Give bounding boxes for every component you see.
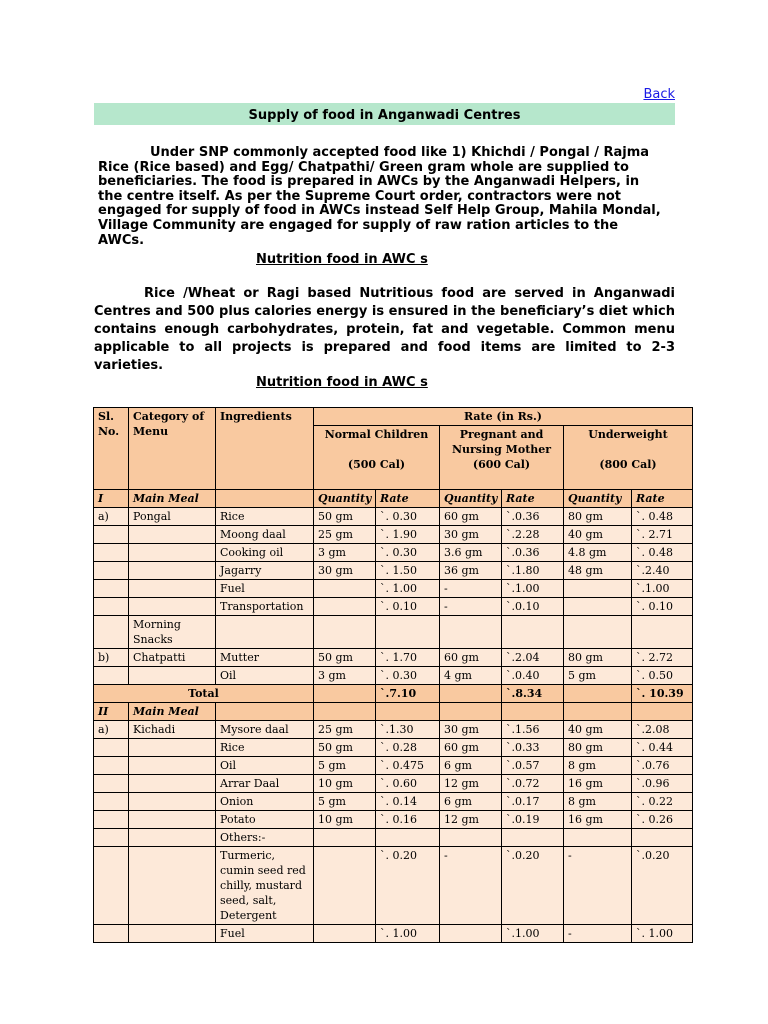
row-sl [94,544,129,562]
row-rate-pregnant: `.0.10 [502,598,564,616]
row-rate-underweight [632,829,693,847]
row-rate-underweight: `.0.20 [632,847,693,925]
row-rate-underweight: `. 0.26 [632,811,693,829]
total-label: Total [94,685,314,703]
row-sl: a) [94,508,129,526]
section-row [94,490,693,508]
table-row [94,757,693,775]
row-category [129,544,216,562]
table-row [94,925,693,943]
row-sl: a) [94,721,129,739]
row-qty-normal: 5 gm [314,793,376,811]
row-ingredient: Potato [216,811,314,829]
row-qty-pregnant: - [440,580,502,598]
row-qty-pregnant: 36 gm [440,562,502,580]
section-label: Main Meal [129,490,216,508]
page-title: Supply of food in Anganwadi Centres [94,103,675,125]
row-sl [94,793,129,811]
row-qty-pregnant: 12 gm [440,811,502,829]
row-rate-normal: `. 0.30 [376,667,440,685]
row-qty-pregnant: 6 gm [440,757,502,775]
row-qty-pregnant [440,829,502,847]
row-qty-pregnant: - [440,847,502,925]
row-category [129,580,216,598]
row-qty-normal [314,847,376,925]
row-ingredient: Jagarry [216,562,314,580]
row-category: Kichadi [129,721,216,739]
row-category [129,775,216,793]
row-rate-pregnant: `.0.36 [502,544,564,562]
row-qty-normal: 10 gm [314,775,376,793]
row-qty-pregnant: - [440,598,502,616]
row-ingredient: Fuel [216,580,314,598]
intro-paragraph [98,146,666,248]
quantity-label: Quantity [314,490,376,508]
row-category [129,667,216,685]
rows-block-1 [94,508,693,685]
row-sl [94,757,129,775]
row-rate-underweight: `. 0.10 [632,598,693,616]
row-qty-underweight [564,616,632,649]
row-qty-normal [314,925,376,943]
row-rate-normal: `. 0.28 [376,739,440,757]
row-qty-underweight: 40 gm [564,721,632,739]
row-rate-pregnant: `.0.40 [502,667,564,685]
row-qty-underweight: 4.8 gm [564,544,632,562]
row-qty-normal: 50 gm [314,649,376,667]
row-qty-underweight: 40 gm [564,526,632,544]
table-header-row [94,408,693,426]
row-sl [94,847,129,925]
rate-label: Rate [632,490,693,508]
row-rate-pregnant: `.0.19 [502,811,564,829]
row-sl [94,829,129,847]
row-category: Pongal [129,508,216,526]
header-category: Category of Menu [129,408,216,490]
row-qty-normal: 5 gm [314,757,376,775]
row-rate-pregnant [502,829,564,847]
row-qty-normal: 25 gm [314,526,376,544]
row-rate-pregnant: `.0.36 [502,508,564,526]
row-ingredient: Others:- [216,829,314,847]
row-qty-normal: 25 gm [314,721,376,739]
row-rate-normal: `. 1.90 [376,526,440,544]
row-qty-underweight: 8 gm [564,757,632,775]
table-row [94,562,693,580]
row-ingredient: Oil [216,667,314,685]
quantity-label: Quantity [564,490,632,508]
group-name: Underweight [588,428,668,441]
row-qty-pregnant: 3.6 gm [440,544,502,562]
row-rate-underweight: `. 1.00 [632,925,693,943]
row-rate-underweight: `.0.96 [632,775,693,793]
table-row [94,544,693,562]
table-row [94,508,693,526]
table-row [94,775,693,793]
group-cal: (800 Cal) [599,458,657,471]
table-row [94,649,693,667]
row-rate-pregnant: `.2.28 [502,526,564,544]
row-category [129,757,216,775]
row-rate-normal: `.1.30 [376,721,440,739]
section-num: I [94,490,129,508]
total-row [94,685,693,703]
row-sl [94,598,129,616]
row-qty-normal: 3 gm [314,667,376,685]
row-qty-normal: 3 gm [314,544,376,562]
rows-block-2 [94,721,693,943]
row-rate-normal: `. 1.00 [376,580,440,598]
row-category: Morning Snacks [129,616,216,649]
row-category [129,847,216,925]
group-name: Pregnant and Nursing Mother [451,428,552,456]
row-rate-underweight: `.0.76 [632,757,693,775]
row-rate-pregnant: `.1.80 [502,562,564,580]
section-num: II [94,703,129,721]
row-ingredient: Onion [216,793,314,811]
row-ingredient: Oil [216,757,314,775]
row-qty-pregnant: 12 gm [440,775,502,793]
row-rate-normal: `. 0.20 [376,847,440,925]
table-row [94,739,693,757]
row-ingredient: Cooking oil [216,544,314,562]
row-rate-normal [376,829,440,847]
row-qty-underweight [564,829,632,847]
section-row [94,703,693,721]
row-category [129,562,216,580]
row-rate-pregnant: `.0.33 [502,739,564,757]
row-qty-pregnant: 4 gm [440,667,502,685]
row-sl [94,562,129,580]
row-sl [94,925,129,943]
row-rate-pregnant: `.0.17 [502,793,564,811]
row-qty-pregnant: 6 gm [440,793,502,811]
table-row [94,721,693,739]
row-sl [94,616,129,649]
row-sl [94,667,129,685]
table-row [94,580,693,598]
row-qty-normal [314,580,376,598]
row-rate-normal: `. 1.50 [376,562,440,580]
row-qty-normal: 10 gm [314,811,376,829]
row-rate-underweight: `. 0.44 [632,739,693,757]
row-qty-underweight: - [564,925,632,943]
row-rate-normal: `. 0.60 [376,775,440,793]
row-category: Chatpatti [129,649,216,667]
header-ingredients: Ingredients [216,408,314,490]
total-rate-pregnant: `.8.34 [502,685,564,703]
row-ingredient: Transportation [216,598,314,616]
row-qty-normal: 30 gm [314,562,376,580]
row-rate-underweight: `. 0.22 [632,793,693,811]
row-qty-underweight [564,598,632,616]
table-row [94,616,693,649]
row-rate-pregnant: `.0.57 [502,757,564,775]
row-qty-underweight: 80 gm [564,649,632,667]
row-ingredient [216,616,314,649]
row-rate-normal: `. 0.16 [376,811,440,829]
intro-text: Under SNP commonly accepted food like 1) Khichdi / Pongal / Rajma Rice (Rice based) and Egg/ Chatpathi/ Green gram whole are supplied to beneficiaries. The food is prepared in AWCs by the Anganwadi Helpers, in the centre itself. As per the Supreme Court order, contractors were not engaged for supply of food in AWCs instead Self Help Group, Mahila Mondal, Village Community are engaged for supply of raw ration articles to the AWCs. [98,145,661,248]
section-label: Main Meal [129,703,216,721]
back-link[interactable]: Back [643,87,675,102]
row-rate-normal: `. 1.70 [376,649,440,667]
row-category [129,925,216,943]
row-rate-normal: `. 0.475 [376,757,440,775]
row-rate-pregnant: `.0.20 [502,847,564,925]
row-sl [94,580,129,598]
group-cal: (500 Cal) [347,458,406,471]
row-rate-underweight: `. 0.48 [632,508,693,526]
row-qty-underweight [564,580,632,598]
row-qty-normal [314,598,376,616]
row-qty-normal: 50 gm [314,739,376,757]
table-row [94,526,693,544]
section-heading-1: Nutrition food in AWC s [256,252,428,267]
table-row [94,829,693,847]
row-qty-underweight: 16 gm [564,775,632,793]
row-qty-underweight: 8 gm [564,793,632,811]
group-cal: (600 Cal) [472,458,531,471]
row-category [129,829,216,847]
rate-label: Rate [502,490,564,508]
header-rate: Rate (in Rs.) [314,408,693,426]
row-qty-underweight: 80 gm [564,739,632,757]
row-sl [94,739,129,757]
row-sl: b) [94,649,129,667]
row-rate-underweight: `.2.40 [632,562,693,580]
row-qty-pregnant [440,925,502,943]
header-group-normal [314,426,440,490]
row-ingredient: Rice [216,508,314,526]
nutrition-paragraph [94,285,675,375]
row-qty-pregnant: 60 gm [440,739,502,757]
row-qty-underweight: 5 gm [564,667,632,685]
row-rate-pregnant [502,616,564,649]
section-heading-2: Nutrition food in AWC s [256,375,428,390]
row-rate-normal: `. 0.30 [376,508,440,526]
row-qty-underweight: 48 gm [564,562,632,580]
rate-label: Rate [376,490,440,508]
row-sl [94,526,129,544]
row-rate-pregnant: `.0.72 [502,775,564,793]
table-row [94,847,693,925]
row-rate-pregnant: `.1.00 [502,925,564,943]
row-qty-normal [314,829,376,847]
row-rate-pregnant: `.1.56 [502,721,564,739]
row-rate-normal: `. 0.30 [376,544,440,562]
header-group-pregnant [440,426,564,490]
row-rate-underweight [632,616,693,649]
table-row [94,598,693,616]
row-qty-underweight: 80 gm [564,508,632,526]
row-rate-normal: `. 0.14 [376,793,440,811]
row-category [129,811,216,829]
row-rate-underweight: `. 2.72 [632,649,693,667]
header-group-underweight [564,426,693,490]
row-ingredient: Mutter [216,649,314,667]
table-row [94,667,693,685]
row-qty-pregnant: 30 gm [440,721,502,739]
row-ingredient: Rice [216,739,314,757]
row-ingredient: Mysore daal [216,721,314,739]
row-rate-underweight: `.1.00 [632,580,693,598]
nutrition-text: Rice /Wheat or Ragi based Nutritious food are served in Anganwadi Centres and 500 plus calories energy is ensured in the beneficiary’s diet which contains enough carbohydrates, protein, fat and vegetable. Common menu applicable to all projects is prepared and food items are limited to 2-3 varieties. [94,286,675,373]
row-rate-pregnant: `.1.00 [502,580,564,598]
row-qty-pregnant [440,616,502,649]
row-ingredient: Moong daal [216,526,314,544]
table-row [94,793,693,811]
row-rate-underweight: `. 2.71 [632,526,693,544]
quantity-label: Quantity [440,490,502,508]
group-name: Normal Children [324,428,429,441]
header-sl: Sl. No. [94,408,129,490]
row-qty-pregnant: 60 gm [440,649,502,667]
row-qty-underweight: - [564,847,632,925]
row-ingredient: Arrar Daal [216,775,314,793]
row-category [129,598,216,616]
row-qty-underweight: 16 gm [564,811,632,829]
total-rate-underweight: `. 10.39 [632,685,693,703]
row-rate-underweight: `. 0.50 [632,667,693,685]
row-category [129,526,216,544]
row-rate-normal [376,616,440,649]
row-rate-underweight: `. 0.48 [632,544,693,562]
total-rate-normal: `.7.10 [376,685,440,703]
row-sl [94,811,129,829]
row-ingredient: Fuel [216,925,314,943]
row-qty-normal [314,616,376,649]
table-row [94,811,693,829]
row-category [129,739,216,757]
row-rate-normal: `. 0.10 [376,598,440,616]
row-rate-underweight: `.2.08 [632,721,693,739]
row-rate-pregnant: `.2.04 [502,649,564,667]
row-sl [94,775,129,793]
row-rate-normal: `. 1.00 [376,925,440,943]
row-qty-normal: 50 gm [314,508,376,526]
row-qty-pregnant: 60 gm [440,508,502,526]
row-qty-pregnant: 30 gm [440,526,502,544]
nutrition-table [93,407,693,943]
row-ingredient: Turmeric, cumin seed red chilly, mustard seed, salt, Detergent [216,847,314,925]
row-category [129,793,216,811]
